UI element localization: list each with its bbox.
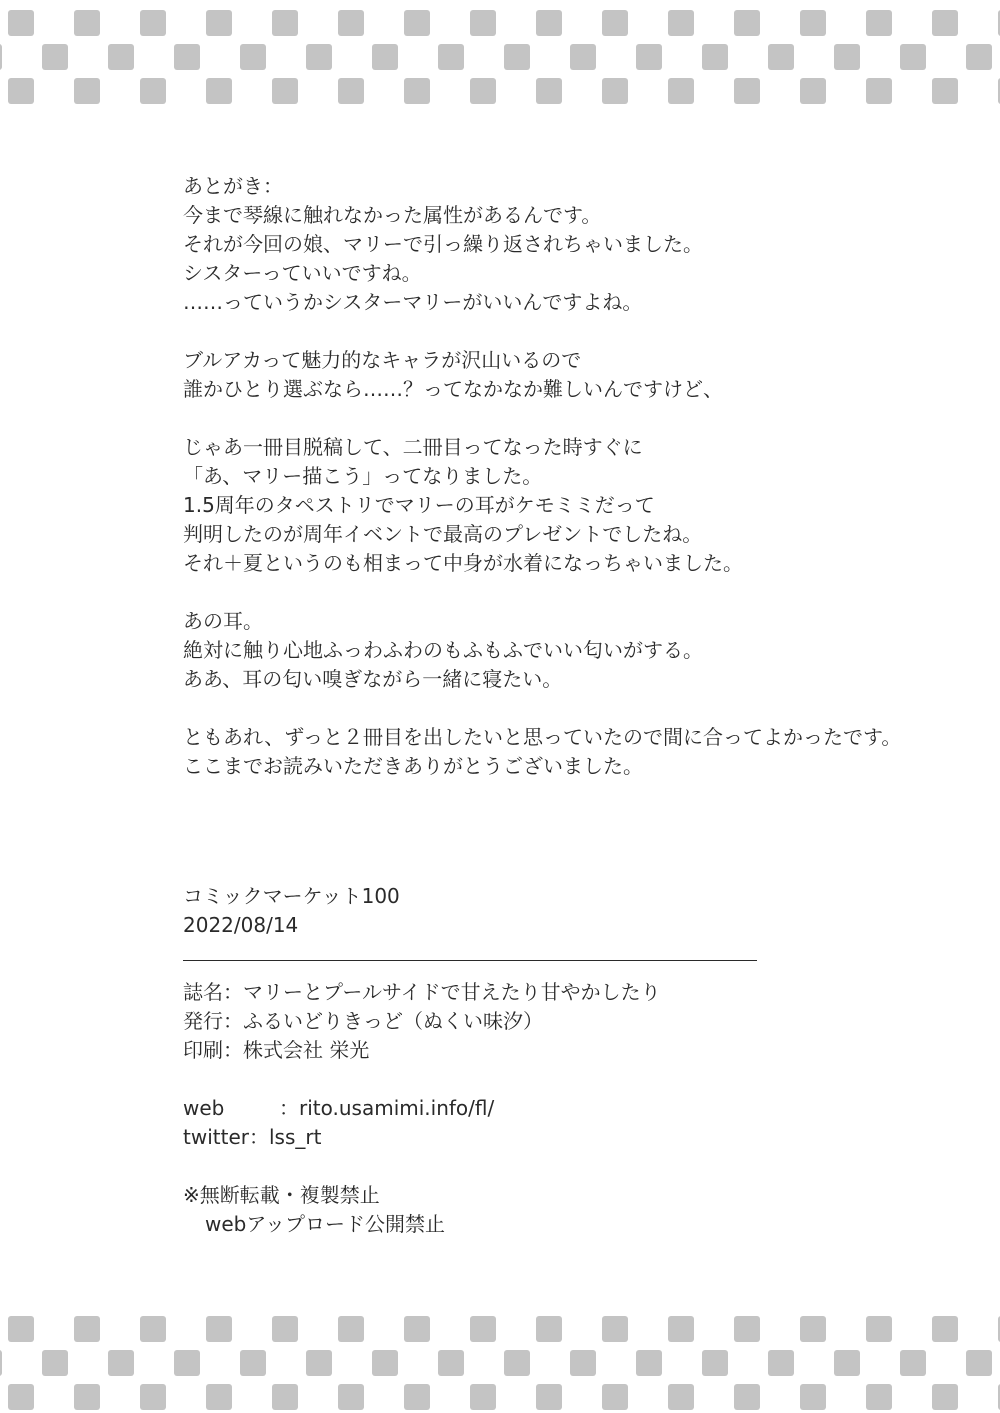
- checker-tile: [74, 1316, 100, 1342]
- afterword-line: 1.5周年のタペストリでマリーの耳がケモミミだって: [183, 493, 655, 517]
- colophon-printer: 印刷：株式会社 栄光: [183, 1038, 370, 1062]
- checker-tile: [966, 44, 992, 70]
- twitter-handle: ：lss_rt: [248, 1125, 322, 1149]
- checker-tile: [0, 44, 2, 70]
- checker-tile: [768, 1350, 794, 1376]
- twitter-label: twitter: [183, 1125, 249, 1149]
- checker-tile: [602, 1316, 628, 1342]
- afterword-line: 「あ、マリー描こう」ってなりました。: [183, 464, 543, 488]
- checker-tile: [8, 10, 34, 36]
- checker-tile: [174, 1350, 200, 1376]
- checker-tile: [174, 44, 200, 70]
- checker-tile: [8, 1384, 34, 1410]
- checker-tile: [932, 10, 958, 36]
- checker-tile: [734, 1384, 760, 1410]
- checker-tile: [668, 1316, 694, 1342]
- checker-tile: [108, 1350, 134, 1376]
- checker-tile: [866, 78, 892, 104]
- checker-tile: [140, 1316, 166, 1342]
- afterword-line: あの耳。: [183, 609, 263, 633]
- notice-line: webアップロード公開禁止: [205, 1212, 445, 1236]
- checker-tile: [42, 44, 68, 70]
- checker-tile: [602, 1384, 628, 1410]
- checker-tile: [404, 78, 430, 104]
- web-url: ：rito.usamimi.info/fl/: [279, 1096, 495, 1120]
- checker-tile: [338, 10, 364, 36]
- checker-tile: [74, 1384, 100, 1410]
- checker-tile: [668, 1384, 694, 1410]
- checker-tile: [536, 78, 562, 104]
- checker-tile: [206, 1384, 232, 1410]
- checker-tile: [206, 1316, 232, 1342]
- checker-tile: [438, 44, 464, 70]
- afterword-line: ここまでお読みいただきありがとうございました。: [183, 754, 643, 778]
- afterword-line: それが今回の娘、マリーで引っ繰り返されちゃいました。: [183, 232, 703, 256]
- checker-tile: [140, 78, 166, 104]
- colophon-publisher: 発行：ふるいどりきっど（ぬくい味汐）: [183, 1009, 543, 1033]
- afterword-line: シスターっていいですね。: [183, 261, 422, 285]
- web-label: web: [183, 1096, 225, 1120]
- checker-tile: [834, 1350, 860, 1376]
- checker-tile: [800, 10, 826, 36]
- afterword-line: ……っていうかシスターマリーがいいんですよね。: [183, 290, 643, 314]
- afterword-line: 絶対に触り心地ふっわふわのもふもふでいい匂いがする。: [183, 638, 703, 662]
- checker-tile: [470, 1384, 496, 1410]
- checker-tile: [338, 1316, 364, 1342]
- afterword-line: じゃあ一冊目脱稿して、二冊目ってなった時すぐに: [183, 435, 643, 459]
- checker-tile: [966, 1350, 992, 1376]
- checker-tile: [470, 78, 496, 104]
- checker-tile: [404, 1316, 430, 1342]
- checker-tile: [240, 44, 266, 70]
- checker-tile: [800, 1316, 826, 1342]
- afterword-line: ああ、耳の匂い嗅ぎながら一緒に寝たい。: [183, 667, 563, 691]
- checker-tile: [338, 78, 364, 104]
- checker-tile: [504, 44, 530, 70]
- afterword-page: [183, 172, 963, 1239]
- web-row: [183, 1094, 963, 1123]
- checker-border-top: [0, 0, 1000, 104]
- afterword-line: ともあれ、ずっと２冊目を出したいと思っていたので間に合ってよかったです。: [183, 725, 902, 749]
- divider: [183, 960, 757, 961]
- checker-tile: [668, 10, 694, 36]
- checker-tile: [734, 10, 760, 36]
- checker-tile: [504, 1350, 530, 1376]
- checker-tile: [866, 10, 892, 36]
- checker-tile: [272, 78, 298, 104]
- checker-tile: [438, 1350, 464, 1376]
- checker-tile: [536, 10, 562, 36]
- checker-tile: [108, 44, 134, 70]
- checker-tile: [42, 1350, 68, 1376]
- checker-tile: [206, 10, 232, 36]
- checker-tile: [702, 1350, 728, 1376]
- notice-line: ※無断転載・複製禁止: [183, 1183, 380, 1207]
- checker-tile: [570, 1350, 596, 1376]
- checker-tile: [470, 10, 496, 36]
- event-date: 2022/08/14: [183, 913, 299, 937]
- checker-tile: [306, 44, 332, 70]
- checker-tile: [404, 10, 430, 36]
- checker-tile: [0, 1350, 2, 1376]
- checker-tile: [900, 1350, 926, 1376]
- event-name: コミックマーケット100: [183, 884, 400, 908]
- checker-tile: [404, 1384, 430, 1410]
- checker-tile: [8, 1316, 34, 1342]
- afterword-line: 誰かひとり選ぶなら……？ってなかなか難しいんですけど、: [183, 377, 723, 401]
- afterword-heading: あとがき：: [183, 174, 283, 198]
- twitter-row: [183, 1123, 963, 1152]
- checker-tile: [140, 1384, 166, 1410]
- checker-tile: [470, 1316, 496, 1342]
- checker-tile: [866, 1316, 892, 1342]
- checker-tile: [866, 1384, 892, 1410]
- checker-tile: [932, 1384, 958, 1410]
- checker-tile: [536, 1316, 562, 1342]
- checker-tile: [702, 44, 728, 70]
- checker-tile: [834, 44, 860, 70]
- checker-tile: [800, 1384, 826, 1410]
- checker-tile: [240, 1350, 266, 1376]
- checker-tile: [8, 78, 34, 104]
- checker-tile: [74, 10, 100, 36]
- afterword-line: 今まで琴線に触れなかった属性があるんです。: [183, 203, 602, 227]
- checker-tile: [570, 44, 596, 70]
- checker-tile: [140, 10, 166, 36]
- checker-tile: [306, 1350, 332, 1376]
- checker-tile: [74, 78, 100, 104]
- checker-tile: [536, 1384, 562, 1410]
- checker-tile: [602, 10, 628, 36]
- checker-tile: [734, 1316, 760, 1342]
- checker-tile: [206, 78, 232, 104]
- checker-tile: [734, 78, 760, 104]
- checker-tile: [372, 1350, 398, 1376]
- colophon-title: 誌名：マリーとプールサイドで甘えたり甘やかしたり: [183, 980, 661, 1004]
- checker-tile: [338, 1384, 364, 1410]
- checker-tile: [768, 44, 794, 70]
- checker-tile: [932, 1316, 958, 1342]
- checker-tile: [636, 44, 662, 70]
- checker-tile: [932, 78, 958, 104]
- checker-tile: [668, 78, 694, 104]
- checker-tile: [900, 44, 926, 70]
- checker-tile: [602, 78, 628, 104]
- afterword-line: 判明したのが周年イベントで最高のプレゼントでしたね。: [183, 522, 703, 546]
- checker-tile: [272, 10, 298, 36]
- checker-tile: [272, 1316, 298, 1342]
- checker-tile: [636, 1350, 662, 1376]
- afterword-line: それ＋夏というのも相まって中身が水着になっちゃいました。: [183, 551, 743, 575]
- checker-tile: [272, 1384, 298, 1410]
- checker-tile: [372, 44, 398, 70]
- checker-tile: [800, 78, 826, 104]
- checker-border-bottom: [0, 1306, 1000, 1410]
- afterword-line: ブルアカって魅力的なキャラが沢山いるので: [183, 348, 582, 372]
